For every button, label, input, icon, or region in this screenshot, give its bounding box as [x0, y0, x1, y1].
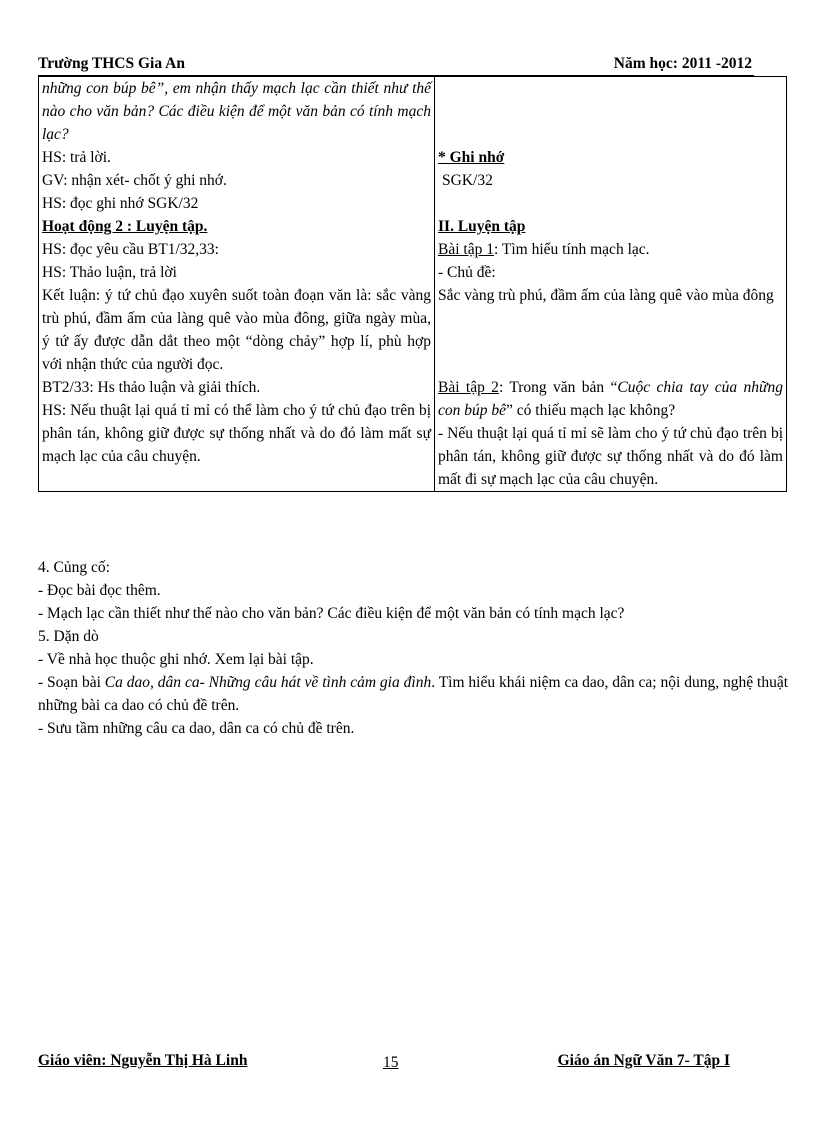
section-5-heading: 5. Dặn dò	[38, 628, 99, 645]
section-4-heading: 4. Củng cố:	[38, 559, 110, 576]
school-name: Trường THCS Gia An	[38, 55, 185, 72]
lesson-table	[38, 76, 787, 492]
list-item: BT2/33: Hs thảo luận và giải thích.	[42, 379, 261, 396]
list-item: - Sưu tầm những câu ca dao, dân ca có chủ đề trên.	[38, 720, 355, 737]
prep-title: Ca dao, dân ca- Những câu hát về tình cảm gia đình	[104, 674, 432, 691]
conclusion-text: Kết luận: ý tứ chủ đạo xuyên suốt toàn đoạn văn là: sắc vàng trù phú, đầm ấm của làng quê vào mùa đông, giữa ngày mùa, ý tứ ấy được dẫn dắt theo một “dòng chảy” hợp lí, phù hợp với nhận thức của người đọc.	[42, 287, 431, 373]
school-year: Năm học: 2011 -2012	[613, 55, 752, 72]
exercise-2-prefix: : Trong văn bản “	[498, 379, 618, 396]
list-item: - Về nhà học thuộc ghi nhớ. Xem lại bài tập.	[38, 651, 314, 668]
page-footer	[38, 1052, 754, 1072]
exercise-1-text: : Tìm hiểu tính mạch lạc.	[493, 241, 650, 258]
teacher-activity-column	[39, 77, 435, 492]
book-title: Giáo án Ngữ Văn 7- Tập I	[557, 1052, 730, 1069]
topic-label: - Chủ đề:	[438, 264, 496, 281]
exercise-2-label: Bài tập 2	[438, 379, 499, 396]
exercise-2	[438, 376, 783, 422]
list-item: HS: trả lời.	[42, 149, 111, 166]
topic-text: Sắc vàng trù phú, đầm ấm của làng quê vào mùa đông	[438, 287, 774, 304]
exercise-1	[438, 238, 783, 261]
exercise-1-label: Bài tập 1	[438, 241, 494, 258]
page-number: 15	[383, 1054, 399, 1071]
sgk-reference: SGK/32	[442, 172, 493, 189]
activity-heading: Hoạt động 2 : Luyện tập.	[42, 218, 208, 235]
table-row	[39, 77, 787, 492]
list-item: HS: đọc ghi nhớ SGK/32	[42, 195, 199, 212]
exercise-2-title: Cuộc chia tay của những con búp bê	[438, 379, 783, 419]
list-item	[38, 671, 788, 717]
spacer	[438, 192, 783, 215]
content-column	[435, 77, 787, 492]
list-item: HS: Thảo luận, trả lời	[42, 264, 177, 281]
lesson-wrapup	[38, 556, 788, 740]
exercise-2-suffix: ” có thiếu mạch lạc không?	[506, 402, 676, 419]
spacer	[438, 307, 783, 376]
page-header	[38, 55, 754, 76]
prep-prefix: - Soạn bài	[38, 674, 105, 691]
list-item: GV: nhận xét- chốt ý ghi nhớ.	[42, 172, 227, 189]
exercise-2-answer: - Nếu thuật lại quá tỉ mỉ sẽ làm cho ý tứ chủ đạo trên bị phân tán, không giữ được sự thống nhất và do đó làm mất đi sự mạch lạc của câu chuyện.	[438, 425, 783, 488]
section-heading: II. Luyện tập	[438, 218, 526, 235]
prep-suffix: . Tìm hiểu khái niệm ca dao, dân ca; nội dung, nghệ thuật những bài ca dao có chủ đề trên.	[38, 674, 789, 714]
list-item: - Đọc bài đọc thêm.	[38, 582, 161, 599]
list-item: - Mạch lạc cần thiết như thế nào cho văn bản? Các điều kiện để một văn bản có tính mạch lạc?	[38, 605, 625, 622]
ghi-nho-heading: * Ghi nhớ	[438, 149, 505, 166]
spacer	[438, 77, 783, 146]
list-item: HS: đọc yêu cầu BT1/32,33:	[42, 241, 219, 258]
answer-text: HS: Nếu thuật lại quá tỉ mỉ có thể làm cho ý tứ chủ đạo trên bị phân tán, không giữ được sự thống nhất và do đó làm mất sự mạch lạc của câu chuyện.	[42, 402, 431, 465]
teacher-name: Giáo viên: Nguyễn Thị Hà Linh	[38, 1052, 248, 1069]
question-text: những con búp bê”, em nhận thấy mạch lạc cần thiết như thế nào cho văn bản? Các điều kiện để một văn bản có tính mạch lạc?	[42, 80, 431, 143]
